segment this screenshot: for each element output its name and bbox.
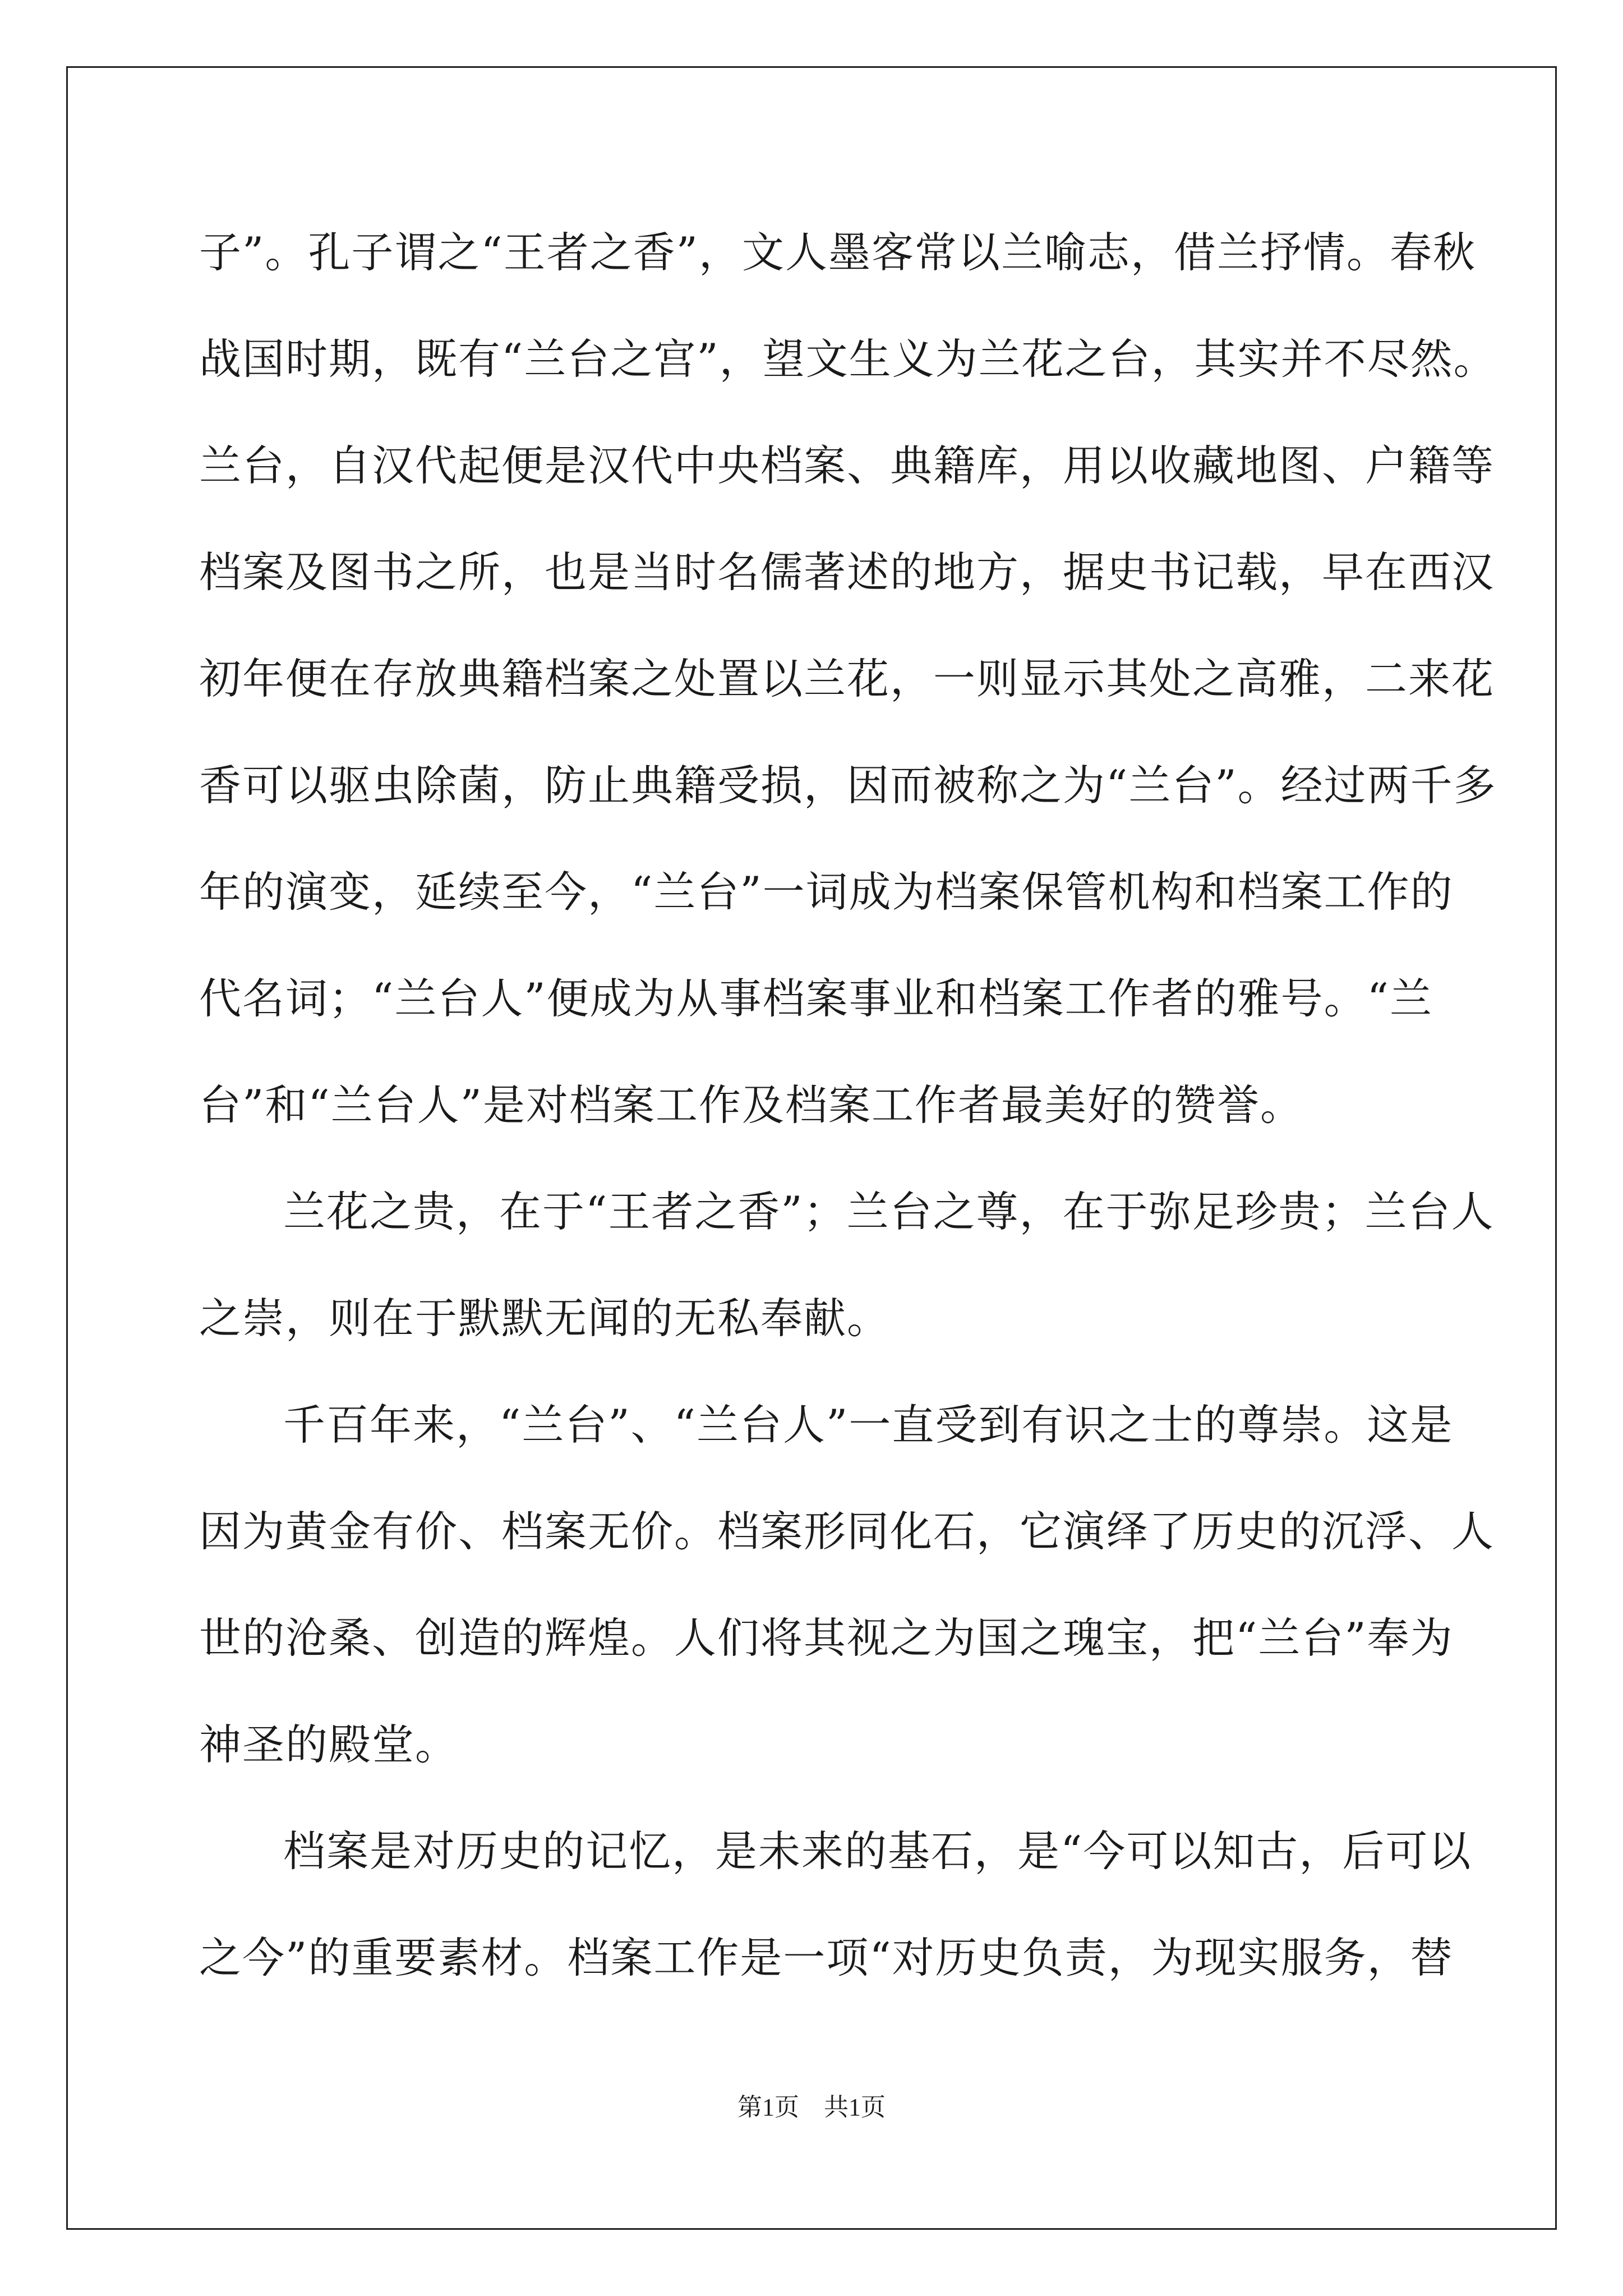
text-line: 之崇，则在于默默无闻的无私奉献。 <box>199 1294 891 1343</box>
text-line: 香可以驱虫除菌，防止典籍受损，因而被称之为“兰台”。经过两千多 <box>199 761 1497 810</box>
text-line: 档案及图书之所，也是当时名儒著述的地方，据史书记载，早在西汉 <box>199 547 1495 597</box>
text-line: 因为黄金有价、档案无价。档案形同化石，它演绎了历史的沉浮、人 <box>199 1507 1495 1556</box>
text-line: 台”和“兰台人”是对档案工作及档案工作者最美好的赞誉。 <box>199 1080 1304 1130</box>
paragraph-first-line: 兰花之贵，在于“王者之香”；兰台之尊，在于弥足珍贵；兰台人 <box>283 1187 1495 1236</box>
text-line: 世的沧桑、创造的辉煌。人们将其视之为国之瑰宝，把“兰台”奉为 <box>199 1613 1454 1663</box>
paragraph-first-line: 千百年来，“兰台”、“兰台人”一直受到有识之士的尊崇。这是 <box>283 1400 1454 1450</box>
text-line: 兰台，自汉代起便是汉代中央档案、典籍库，用以收藏地图、户籍等 <box>199 441 1495 490</box>
text-line: 之今”的重要素材。档案工作是一项“对历史负责，为现实服务，替 <box>199 1933 1454 1982</box>
paragraph-first-line: 档案是对历史的记忆，是未来的基石，是“今可以知古，后可以 <box>283 1826 1472 1876</box>
text-line: 战国时期，既有“兰台之宫”，望文生义为兰花之台，其实并不尽然。 <box>199 334 1497 384</box>
text-line: 神圣的殿堂。 <box>199 1720 459 1769</box>
text-line: 初年便在存放典籍档案之处置以兰花，一则显示其处之高雅，二来花 <box>199 654 1495 703</box>
text-line: 年的演变，延续至今，“兰台”一词成为档案保管机构和档案工作的 <box>199 867 1454 917</box>
text-line: 代名词；“兰台人”便成为从事档案事业和档案工作者的雅号。“兰 <box>199 974 1433 1023</box>
document-body <box>199 199 1497 2011</box>
page-number-footer: 第1页 共1页 <box>737 2093 886 2121</box>
text-line: 子”。孔子谓之“王者之香”，文人墨客常以兰喻志，借兰抒情。春秋 <box>199 228 1477 277</box>
